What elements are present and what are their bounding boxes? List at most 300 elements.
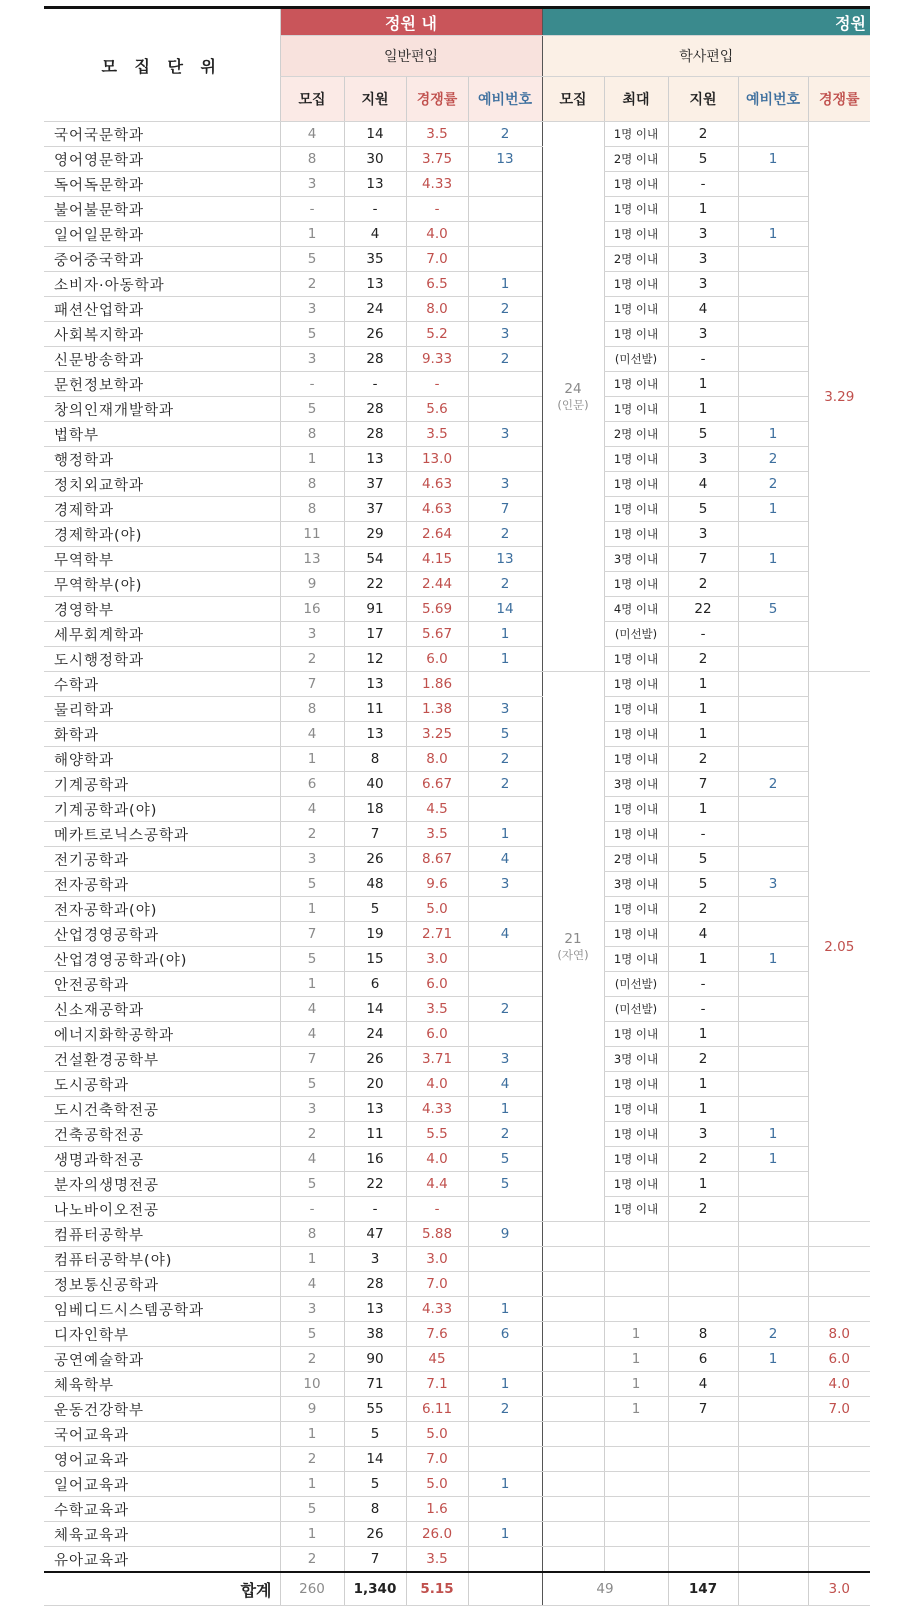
applicant-count: 40 <box>344 772 406 797</box>
competition-rate: 3.25 <box>406 722 468 747</box>
unit-name: 무역학부(야) <box>44 572 280 597</box>
b-reserve-number <box>738 622 808 647</box>
table-row <box>44 1222 870 1247</box>
unit-name: 체육학부 <box>44 1372 280 1397</box>
table-row <box>44 947 870 972</box>
table-row <box>44 547 870 572</box>
b-applicant-count: 5 <box>668 847 738 872</box>
max-quota: 1 <box>604 1347 668 1372</box>
b-reserve-number <box>738 197 808 222</box>
b-competition-rate <box>808 1497 870 1522</box>
b-reserve-number <box>738 172 808 197</box>
competition-rate: - <box>406 1197 468 1222</box>
b-competition-rate <box>808 1522 870 1547</box>
science-rate: 2.05 <box>808 672 870 1222</box>
applicant-count: 28 <box>344 422 406 447</box>
competition-rate: 45 <box>406 1347 468 1372</box>
b-reserve-number: 1 <box>738 222 808 247</box>
applicant-count: 15 <box>344 947 406 972</box>
applicant-count: 13 <box>344 722 406 747</box>
recruit-count: 9 <box>280 572 344 597</box>
max-quota: 1명 이내 <box>604 1072 668 1097</box>
applicant-count: 13 <box>344 172 406 197</box>
unit-name: 컴퓨터공학부 <box>44 1222 280 1247</box>
b-applicant-count: 4 <box>668 472 738 497</box>
b-reserve-number: 1 <box>738 1147 808 1172</box>
recruit-count: 8 <box>280 497 344 522</box>
recruit-count: 3 <box>280 1097 344 1122</box>
b-competition-rate <box>808 1272 870 1297</box>
recruit-count: 8 <box>280 422 344 447</box>
b-applicant-count: - <box>668 347 738 372</box>
unit-name: 중어중국학과 <box>44 247 280 272</box>
recruit-count: - <box>280 372 344 397</box>
max-quota: 4명 이내 <box>604 597 668 622</box>
applicant-count: 22 <box>344 1172 406 1197</box>
max-quota: (미선발) <box>604 972 668 997</box>
competition-rate: 4.5 <box>406 797 468 822</box>
b-applicant-count <box>668 1472 738 1497</box>
reserve-number: 3 <box>468 322 542 347</box>
table-row <box>44 372 870 397</box>
unit-name: 일어일문학과 <box>44 222 280 247</box>
table-row <box>44 1522 870 1547</box>
competition-rate: 9.33 <box>406 347 468 372</box>
b-applicant-count: - <box>668 972 738 997</box>
applicant-count: 18 <box>344 797 406 822</box>
reserve-number <box>468 897 542 922</box>
recruit-count: 4 <box>280 997 344 1022</box>
max-quota: 1명 이내 <box>604 522 668 547</box>
b-recruit <box>542 1272 604 1297</box>
b-reserve-number <box>738 1222 808 1247</box>
competition-rate: 8.67 <box>406 847 468 872</box>
unit-name: 영어영문학과 <box>44 147 280 172</box>
unit-name: 도시건축학전공 <box>44 1097 280 1122</box>
b-reserve-number <box>738 1022 808 1047</box>
recruit-count: 4 <box>280 722 344 747</box>
competition-rate: 5.69 <box>406 597 468 622</box>
applicant-count: 24 <box>344 1022 406 1047</box>
reserve-number <box>468 947 542 972</box>
reserve-number <box>468 672 542 697</box>
b-applicant-count: 4 <box>668 1372 738 1397</box>
unit-name: 나노바이오전공 <box>44 1197 280 1222</box>
recruit-count: 2 <box>280 647 344 672</box>
recruit-count: 2 <box>280 1547 344 1573</box>
applicant-count: 90 <box>344 1347 406 1372</box>
competition-rate: 7.0 <box>406 1447 468 1472</box>
b-applicant-count: 1 <box>668 722 738 747</box>
table-row <box>44 1272 870 1297</box>
b-recruit <box>542 1447 604 1472</box>
max-quota: 1 <box>604 1322 668 1347</box>
competition-rate: 6.0 <box>406 972 468 997</box>
unit-name: 건축공학전공 <box>44 1122 280 1147</box>
competition-rate: 1.86 <box>406 672 468 697</box>
b-competition-rate <box>808 1247 870 1272</box>
col-reserve: 예비번호 <box>468 77 542 122</box>
reserve-number <box>468 1022 542 1047</box>
recruit-count: 7 <box>280 1047 344 1072</box>
applicant-count: 13 <box>344 272 406 297</box>
b-recruit <box>542 1372 604 1397</box>
b-reserve-number <box>738 797 808 822</box>
b-applicant-count: 3 <box>668 322 738 347</box>
b-applicant-count <box>668 1297 738 1322</box>
table-row <box>44 1247 870 1272</box>
reserve-number <box>468 222 542 247</box>
reserve-number: 1 <box>468 1097 542 1122</box>
recruit-count: 5 <box>280 1322 344 1347</box>
total-b-reserve <box>738 1572 808 1606</box>
b-reserve-number <box>738 1247 808 1272</box>
recruit-count: 6 <box>280 772 344 797</box>
applicant-count: 37 <box>344 472 406 497</box>
b-applicant-count <box>668 1222 738 1247</box>
competition-rate: 5.88 <box>406 1222 468 1247</box>
applicant-count: - <box>344 1197 406 1222</box>
unit-name: 산업경영공학과 <box>44 922 280 947</box>
unit-name: 경제학과(야) <box>44 522 280 547</box>
science-recruit-count: 21 <box>564 930 582 947</box>
applicant-count: 13 <box>344 1297 406 1322</box>
recruit-count: 4 <box>280 122 344 147</box>
b-applicant-count: 2 <box>668 122 738 147</box>
applicant-count: 4 <box>344 222 406 247</box>
max-quota: 1명 이내 <box>604 697 668 722</box>
unit-name: 생명과학전공 <box>44 1147 280 1172</box>
max-quota: 1명 이내 <box>604 1122 668 1147</box>
b-reserve-number <box>738 1272 808 1297</box>
table-row <box>44 1547 870 1573</box>
table-row <box>44 872 870 897</box>
table-row <box>44 822 870 847</box>
applicant-count: 30 <box>344 147 406 172</box>
table-row <box>44 322 870 347</box>
header-quota-inside: 정원 내 <box>280 8 542 36</box>
reserve-number: 1 <box>468 1522 542 1547</box>
competition-rate: 3.75 <box>406 147 468 172</box>
recruit-count: 2 <box>280 1447 344 1472</box>
recruit-count: 5 <box>280 947 344 972</box>
reserve-number: 2 <box>468 1397 542 1422</box>
competition-rate: 3.71 <box>406 1047 468 1072</box>
max-quota <box>604 1497 668 1522</box>
table-row <box>44 622 870 647</box>
recruit-count: 1 <box>280 1247 344 1272</box>
b-reserve-number <box>738 972 808 997</box>
applicant-count: 26 <box>344 1047 406 1072</box>
b-applicant-count: 2 <box>668 897 738 922</box>
max-quota <box>604 1422 668 1447</box>
b-applicant-count <box>668 1547 738 1573</box>
max-quota: 1명 이내 <box>604 822 668 847</box>
total-reserve <box>468 1572 542 1606</box>
b-reserve-number <box>738 922 808 947</box>
competition-rate: - <box>406 372 468 397</box>
max-quota <box>604 1272 668 1297</box>
table-row <box>44 797 870 822</box>
applicant-count: 5 <box>344 1422 406 1447</box>
b-reserve-number <box>738 1072 808 1097</box>
competition-rate: 7.0 <box>406 1272 468 1297</box>
table-row <box>44 272 870 297</box>
table-row <box>44 1447 870 1472</box>
competition-rate: 2.71 <box>406 922 468 947</box>
competition-rate: 4.15 <box>406 547 468 572</box>
b-applicant-count: 3 <box>668 447 738 472</box>
max-quota: 1명 이내 <box>604 797 668 822</box>
unit-name: 전자공학과 <box>44 872 280 897</box>
competition-rate: 4.33 <box>406 1097 468 1122</box>
table-row <box>44 1172 870 1197</box>
b-competition-rate: 7.0 <box>808 1397 870 1422</box>
recruit-count: 2 <box>280 272 344 297</box>
humanities-recruit-label: (인문) <box>557 397 589 412</box>
table-row <box>44 1422 870 1447</box>
table-row <box>44 747 870 772</box>
recruit-count: 7 <box>280 672 344 697</box>
unit-name: 공연예술학과 <box>44 1347 280 1372</box>
reserve-number: 1 <box>468 1372 542 1397</box>
b-applicant-count: 3 <box>668 222 738 247</box>
b-competition-rate: 6.0 <box>808 1347 870 1372</box>
unit-name: 행정학과 <box>44 447 280 472</box>
unit-name: 정보통신공학과 <box>44 1272 280 1297</box>
reserve-number: 3 <box>468 472 542 497</box>
max-quota: 1명 이내 <box>604 197 668 222</box>
humanities-recruit-count: 24 <box>564 380 582 397</box>
b-applicant-count: 3 <box>668 522 738 547</box>
reserve-number <box>468 172 542 197</box>
table-row <box>44 647 870 672</box>
recruit-count: 4 <box>280 1272 344 1297</box>
recruit-count: - <box>280 197 344 222</box>
applicant-count: 26 <box>344 1522 406 1547</box>
max-quota: 1 <box>604 1397 668 1422</box>
max-quota: 1명 이내 <box>604 1022 668 1047</box>
b-recruit <box>542 1497 604 1522</box>
competition-rate: 8.0 <box>406 747 468 772</box>
max-quota: 2명 이내 <box>604 247 668 272</box>
recruit-count: 3 <box>280 297 344 322</box>
reserve-number <box>468 1447 542 1472</box>
recruit-count: 3 <box>280 847 344 872</box>
b-reserve-number: 1 <box>738 1122 808 1147</box>
competition-rate: 1.6 <box>406 1497 468 1522</box>
recruit-count: 10 <box>280 1372 344 1397</box>
max-quota <box>604 1547 668 1573</box>
unit-name: 디자인학부 <box>44 1322 280 1347</box>
b-reserve-number <box>738 1472 808 1497</box>
applicant-count: 14 <box>344 997 406 1022</box>
table-row <box>44 447 870 472</box>
recruit-count: 5 <box>280 1497 344 1522</box>
reserve-number: 2 <box>468 122 542 147</box>
recruit-count: 2 <box>280 1122 344 1147</box>
reserve-number <box>468 247 542 272</box>
col-b-max: 최대 <box>604 77 668 122</box>
max-quota: 1명 이내 <box>604 497 668 522</box>
applicant-count: 16 <box>344 1147 406 1172</box>
applicant-count: - <box>344 372 406 397</box>
reserve-number: 4 <box>468 847 542 872</box>
unit-name: 국어교육과 <box>44 1422 280 1447</box>
competition-rate: 4.63 <box>406 472 468 497</box>
b-applicant-count: 6 <box>668 1347 738 1372</box>
total-b-applicants: 147 <box>668 1572 738 1606</box>
unit-name: 건설환경공학부 <box>44 1047 280 1072</box>
b-reserve-number: 2 <box>738 472 808 497</box>
reserve-number <box>468 447 542 472</box>
max-quota: 1명 이내 <box>604 447 668 472</box>
unit-name: 운동건강학부 <box>44 1397 280 1422</box>
unit-name: 체육교육과 <box>44 1522 280 1547</box>
competition-rate: 3.5 <box>406 997 468 1022</box>
table-row <box>44 1147 870 1172</box>
b-competition-rate <box>808 1422 870 1447</box>
b-reserve-number <box>738 347 808 372</box>
table-row <box>44 1097 870 1122</box>
b-reserve-number <box>738 297 808 322</box>
total-applicants: 1,340 <box>344 1572 406 1606</box>
recruit-count: 11 <box>280 522 344 547</box>
recruit-count: 3 <box>280 622 344 647</box>
applicant-count: - <box>344 197 406 222</box>
b-reserve-number <box>738 272 808 297</box>
reserve-number: 1 <box>468 1297 542 1322</box>
table-row <box>44 972 870 997</box>
unit-name: 메카트로닉스공학과 <box>44 822 280 847</box>
max-quota: 1명 이내 <box>604 397 668 422</box>
reserve-number: 2 <box>468 1122 542 1147</box>
b-reserve-number <box>738 1397 808 1422</box>
applicant-count: 71 <box>344 1372 406 1397</box>
b-applicant-count: 1 <box>668 1097 738 1122</box>
b-applicant-count: 5 <box>668 497 738 522</box>
table-row <box>44 847 870 872</box>
b-applicant-count: - <box>668 172 738 197</box>
b-competition-rate <box>808 1222 870 1247</box>
max-quota: 1명 이내 <box>604 297 668 322</box>
unit-name: 일어교육과 <box>44 1472 280 1497</box>
unit-name: 독어독문학과 <box>44 172 280 197</box>
unit-name: 유아교육과 <box>44 1547 280 1573</box>
reserve-number: 13 <box>468 547 542 572</box>
max-quota: (미선발) <box>604 622 668 647</box>
b-applicant-count <box>668 1497 738 1522</box>
reserve-number: 1 <box>468 272 542 297</box>
header-quota-label: 정원 <box>835 13 866 33</box>
recruit-count: 13 <box>280 547 344 572</box>
competition-rate: 3.5 <box>406 822 468 847</box>
unit-name: 신소재공학과 <box>44 997 280 1022</box>
b-reserve-number <box>738 572 808 597</box>
b-applicant-count: 1 <box>668 797 738 822</box>
applicant-count: 26 <box>344 322 406 347</box>
humanities-recruit-cell <box>542 122 604 672</box>
b-reserve-number <box>738 1097 808 1122</box>
reserve-number: 2 <box>468 747 542 772</box>
competition-rate: 5.5 <box>406 1122 468 1147</box>
b-applicant-count: 2 <box>668 1047 738 1072</box>
b-applicant-count: 1 <box>668 672 738 697</box>
recruit-count: 3 <box>280 347 344 372</box>
reserve-number <box>468 372 542 397</box>
reserve-number <box>468 1347 542 1372</box>
max-quota: 1명 이내 <box>604 1197 668 1222</box>
b-applicant-count: 1 <box>668 947 738 972</box>
recruit-count: 4 <box>280 1022 344 1047</box>
b-reserve-number: 1 <box>738 947 808 972</box>
reserve-number: 6 <box>468 1322 542 1347</box>
unit-name: 경제학과 <box>44 497 280 522</box>
competition-rate: 2.44 <box>406 572 468 597</box>
applicant-count: 19 <box>344 922 406 947</box>
unit-name: 영어교육과 <box>44 1447 280 1472</box>
max-quota: 1명 이내 <box>604 672 668 697</box>
recruit-count: 3 <box>280 1297 344 1322</box>
reserve-number <box>468 797 542 822</box>
unit-name: 소비자·아동학과 <box>44 272 280 297</box>
b-applicant-count: 7 <box>668 772 738 797</box>
admission-table <box>44 6 870 1606</box>
b-recruit <box>542 1472 604 1497</box>
b-applicant-count: 5 <box>668 422 738 447</box>
b-recruit <box>542 1547 604 1573</box>
b-competition-rate: 8.0 <box>808 1322 870 1347</box>
b-applicant-count: 5 <box>668 147 738 172</box>
applicant-count: 91 <box>344 597 406 622</box>
max-quota: 3명 이내 <box>604 872 668 897</box>
max-quota: (미선발) <box>604 347 668 372</box>
applicant-count: 38 <box>344 1322 406 1347</box>
b-applicant-count: 3 <box>668 1122 738 1147</box>
unit-name: 화학과 <box>44 722 280 747</box>
table-row <box>44 1372 870 1397</box>
table-row <box>44 422 870 447</box>
b-applicant-count: 1 <box>668 372 738 397</box>
max-quota: 1명 이내 <box>604 1147 668 1172</box>
unit-name: 사회복지학과 <box>44 322 280 347</box>
b-reserve-number: 2 <box>738 1322 808 1347</box>
reserve-number: 2 <box>468 997 542 1022</box>
competition-rate: 4.33 <box>406 172 468 197</box>
max-quota: 2명 이내 <box>604 847 668 872</box>
b-recruit <box>542 1297 604 1322</box>
header-general-transfer: 일반편입 <box>280 36 542 77</box>
competition-rate: 4.4 <box>406 1172 468 1197</box>
unit-name: 산업경영공학과(야) <box>44 947 280 972</box>
competition-rate: 4.33 <box>406 1297 468 1322</box>
max-quota: 1명 이내 <box>604 172 668 197</box>
recruit-count: - <box>280 1197 344 1222</box>
reserve-number: 7 <box>468 497 542 522</box>
max-quota: 1명 이내 <box>604 122 668 147</box>
reserve-number: 2 <box>468 347 542 372</box>
b-applicant-count <box>668 1422 738 1447</box>
b-applicant-count: 7 <box>668 547 738 572</box>
applicant-count: 17 <box>344 622 406 647</box>
reserve-number: 14 <box>468 597 542 622</box>
reserve-number <box>468 397 542 422</box>
table-row <box>44 572 870 597</box>
col-b-reserve: 예비번호 <box>738 77 808 122</box>
max-quota: 1명 이내 <box>604 897 668 922</box>
table-row <box>44 297 870 322</box>
table-row <box>44 222 870 247</box>
